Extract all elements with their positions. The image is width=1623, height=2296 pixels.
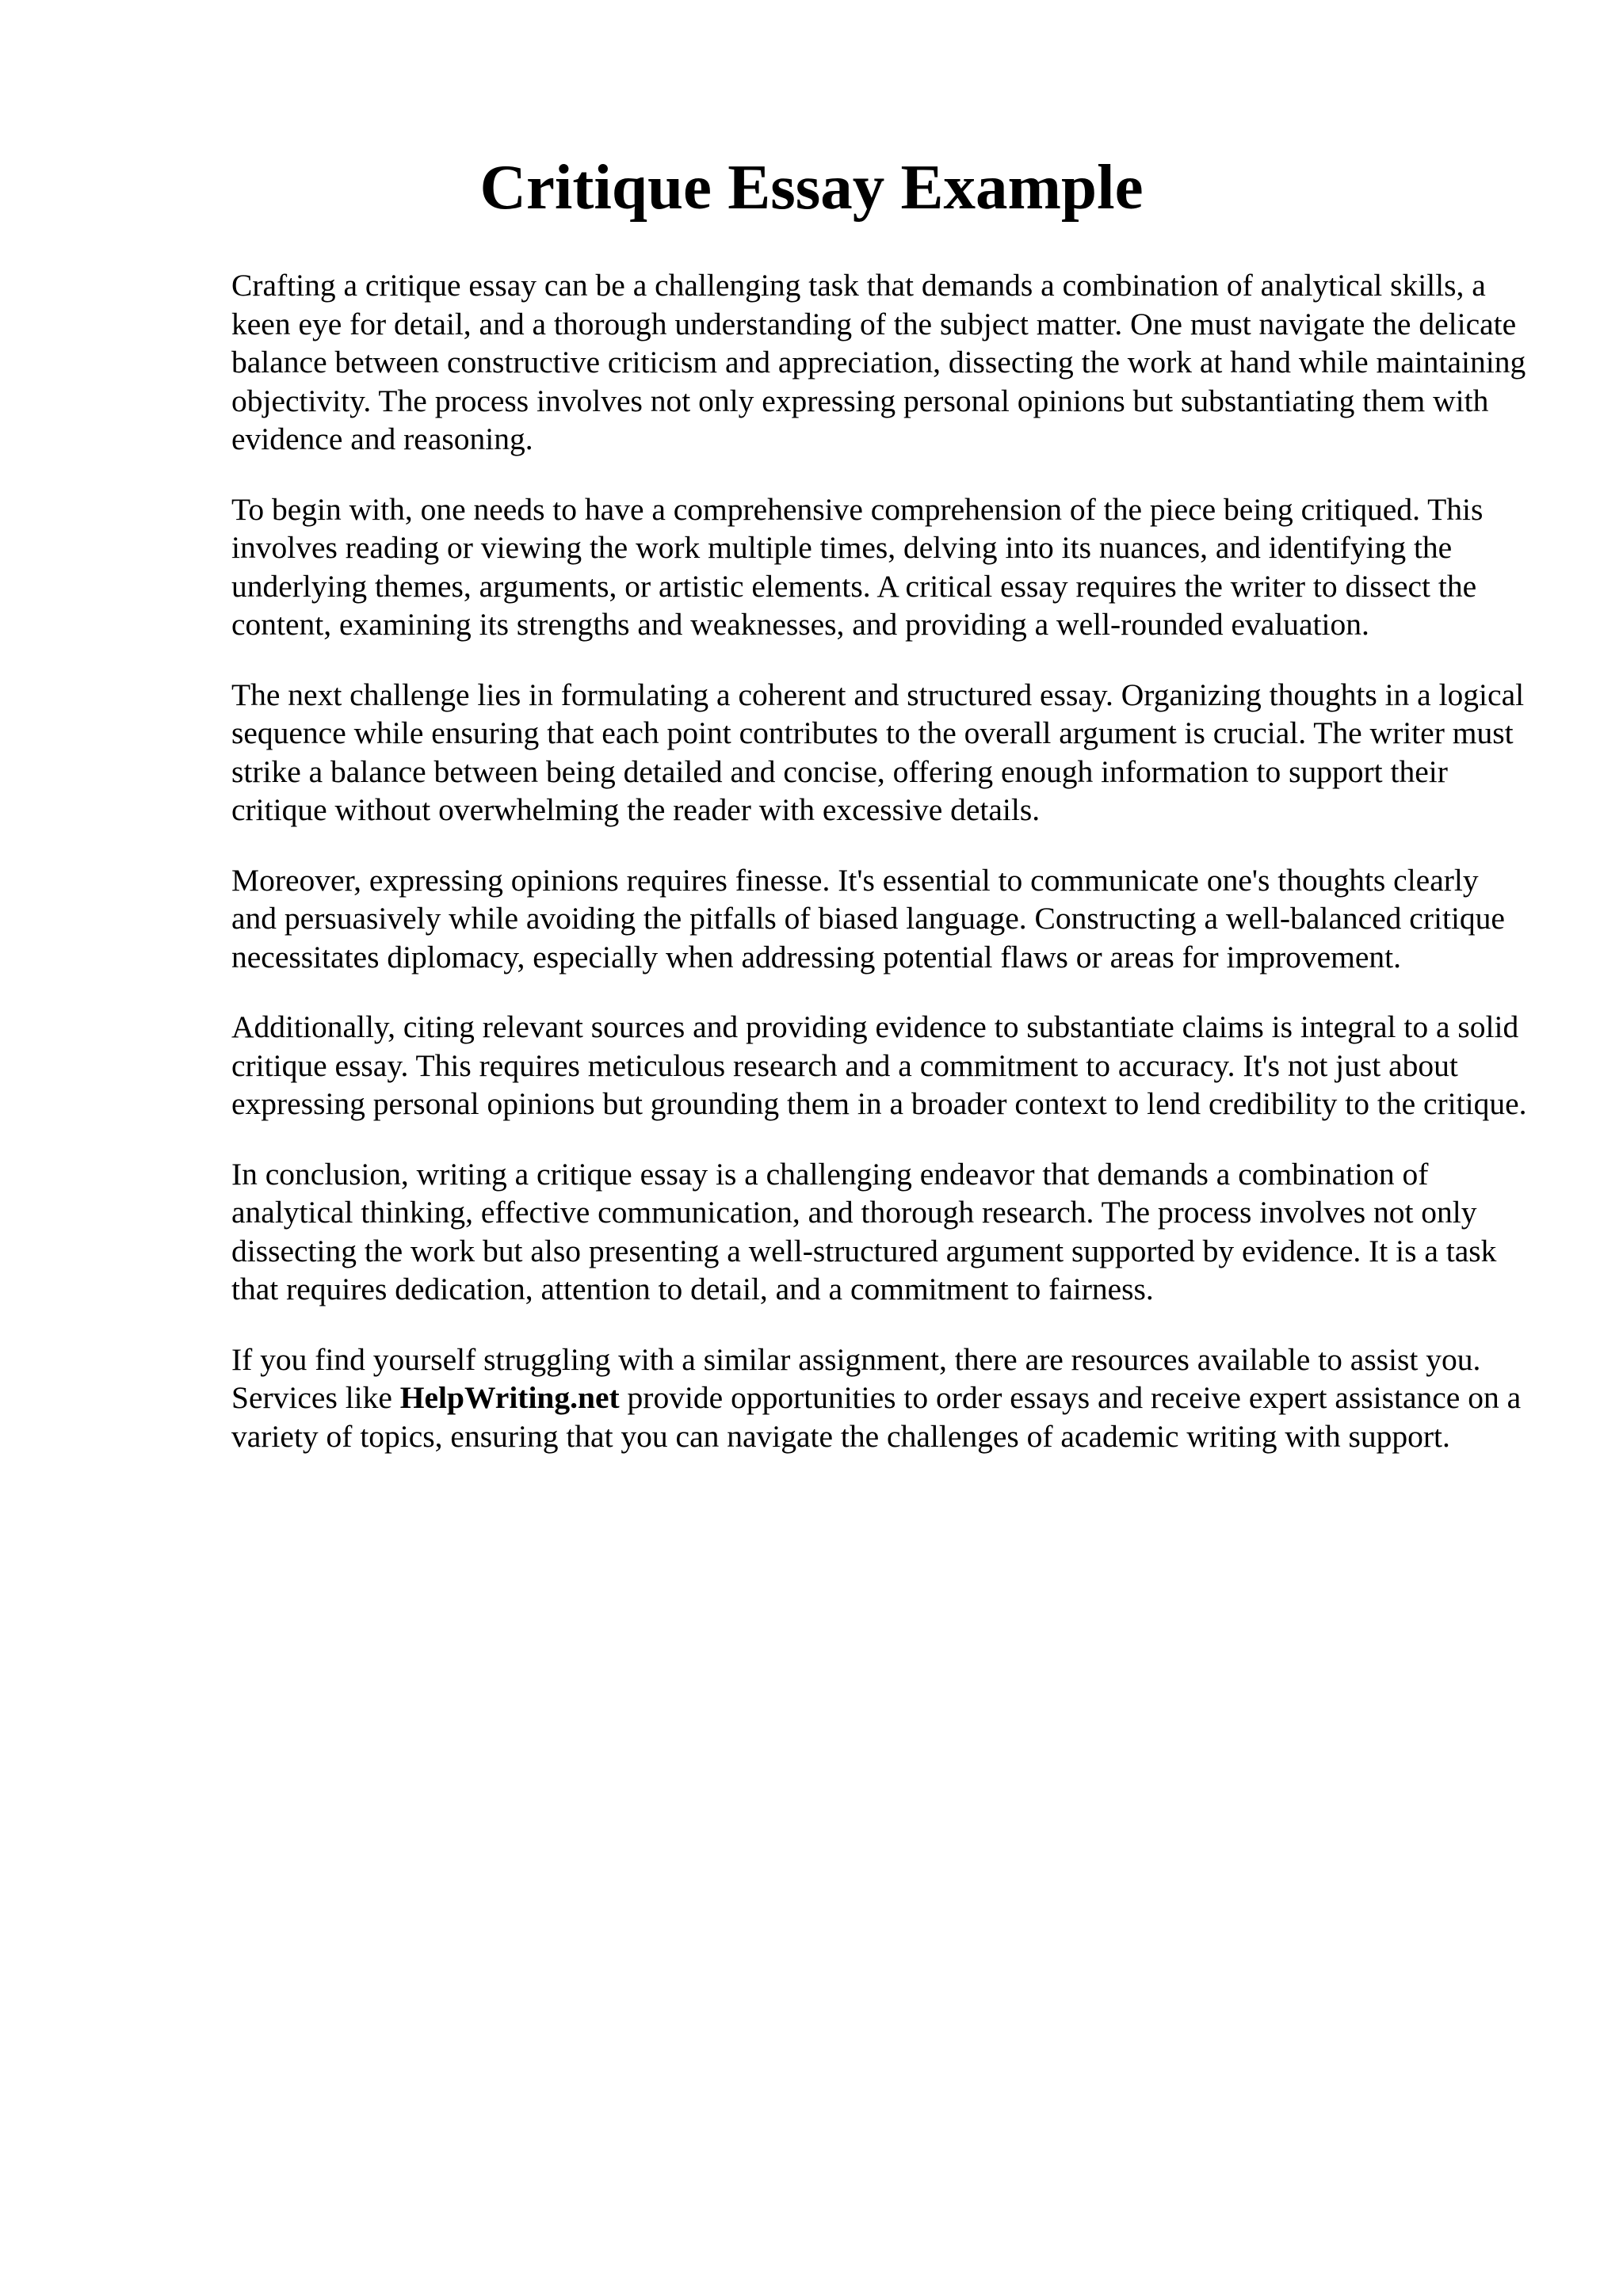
paragraph-1: Crafting a critique essay can be a challenging task that demands a combination of analytical skills, a keen eye for detail, and a thorough understanding of the subject matter. One must navigate the delicate balance between constructive criticism and appreciation, dissecting the work at hand while maintaining objectivity. The process involves not only expressing personal opinions but substantiating them with evidence and reasoning. xyxy=(231,268,1526,456)
paragraph-7-text-after: provide opportunities to order essays and receive expert assistance on a variety of topics, ensuring that you can navigate the challenges of academic writing with support. xyxy=(231,1380,1522,1454)
paragraph-7 xyxy=(231,1341,1531,1456)
paragraph-2: To begin with, one needs to have a comprehensive comprehension of the piece being critiqued. This involves reading or viewing the work multiple times, delving into its nuances, and identifying the underlying themes, arguments, or artistic elements. A critical essay requires the writer to dissect the content, examining its strengths and weaknesses, and providing a well-rounded evaluation. xyxy=(231,491,1484,642)
paragraph-5: Additionally, citing relevant sources and providing evidence to substantiate claims is integral to a solid critique essay. This requires meticulous research and a commitment to accuracy. It's not just about expressing personal opinions but grounding them in a broader context to lend credibility to the critique. xyxy=(231,1009,1527,1121)
paragraph-6: In conclusion, writing a critique essay is a challenging endeavor that demands a combination of analytical thinking, effective communication, and thorough research. The process involves not only dissecting the work but also presenting a well-structured argument supported by evidence. It is a task that requires dedication, attention to detail, and a commitment to fairness. xyxy=(231,1156,1497,1306)
page-title: Critique Essay Example xyxy=(479,151,1144,223)
essay-body xyxy=(231,266,1531,1487)
paragraph-4: Moreover, expressing opinions requires finesse. It's essential to communicate one's thoughts clearly and persuasively while avoiding the pitfalls of biased language. Constructing a well-balanced critique necessitates diplomacy, especially when addressing potential flaws or areas for improvement. xyxy=(231,862,1505,974)
helpwriting-brand-link[interactable]: HelpWriting.net xyxy=(399,1380,620,1415)
paragraph-7-text-before: If you find yourself struggling with a similar assignment, there are resources available to assist you. Services like xyxy=(231,1341,1481,1415)
paragraph-3: The next challenge lies in formulating a coherent and structured essay. Organizing thoughts in a logical sequence while ensuring that each point contributes to the overall argument is crucial. The writer must strike a balance between being detailed and concise, offering enough information to support their critique without overwhelming the reader with excessive details. xyxy=(231,677,1525,827)
